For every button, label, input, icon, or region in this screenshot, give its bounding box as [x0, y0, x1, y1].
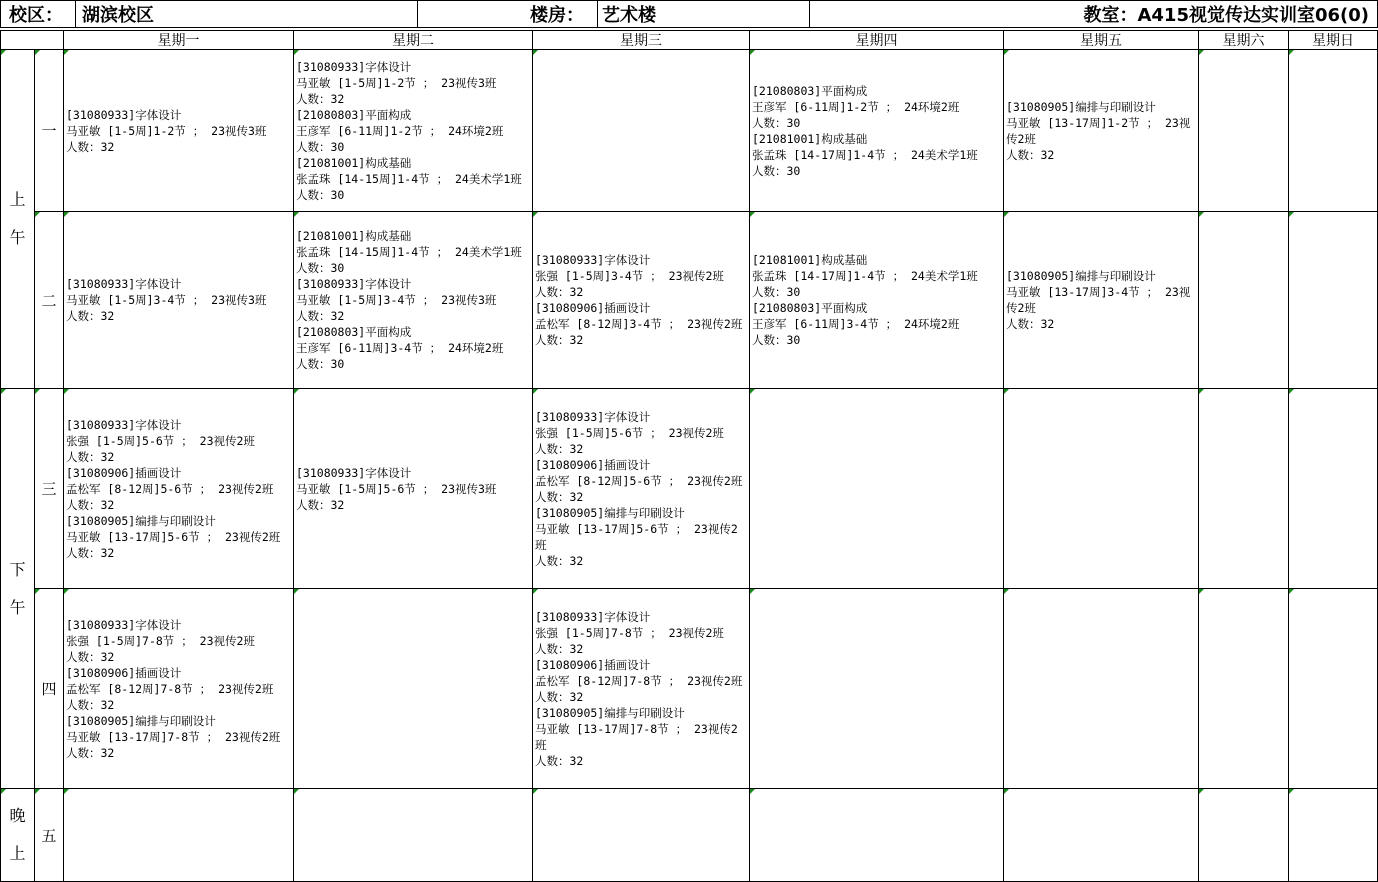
course-student-count: 人数：32 [296, 91, 345, 106]
course-teacher-schedule: 张强 [1-5周]3-4节 ； 23视传2班 [535, 269, 724, 283]
course-student-count: 人数：30 [752, 285, 801, 299]
cell-comment-marker [1289, 589, 1294, 594]
slot-p2-d2 [293, 212, 532, 389]
course-entry [296, 107, 530, 155]
cell-comment-marker [35, 50, 40, 55]
course-student-count: 人数：32 [535, 489, 584, 504]
cell-comment-marker [64, 389, 69, 394]
course-name: [31080906]插画设计 [66, 465, 182, 480]
course-entry [66, 513, 291, 561]
course-student-count: 人数：32 [66, 497, 115, 512]
cell-comment-marker [1289, 389, 1294, 394]
course-teacher-schedule: 马亚敏 [1-5周]5-6节 ； 23视传3班 [296, 481, 497, 496]
cell-comment-marker [533, 212, 538, 217]
course-entry [66, 665, 291, 713]
period-label-2: 二 [34, 212, 63, 389]
slot-p2-d1 [63, 212, 293, 389]
course-entry [66, 617, 291, 665]
period-label-1: 一 [34, 50, 63, 212]
course-student-count: 人数：32 [535, 333, 584, 347]
course-name: [21081001]构成基础 [296, 229, 412, 243]
slot-p1-d4 [749, 50, 1003, 212]
day-header-7: 星期日 [1288, 30, 1378, 50]
section-cell [0, 789, 34, 882]
slot-p5-d5 [1003, 789, 1198, 882]
slot-p1-d2 [293, 50, 532, 212]
course-name: [31080905]编排与印刷设计 [535, 505, 685, 520]
cell-comment-marker [35, 389, 40, 394]
day-header-4: 星期四 [749, 30, 1003, 50]
course-name: [31080933]字体设计 [296, 59, 412, 74]
cell-comment-marker [750, 389, 755, 394]
cell-comment-marker [35, 789, 40, 794]
course-student-count: 人数：32 [66, 449, 115, 464]
course-teacher-schedule: 张孟珠 [14-17周]1-4节 ； 24美术学1班 [752, 269, 978, 283]
timetable-grid [0, 30, 1378, 882]
cell-comment-marker [1199, 389, 1204, 394]
slot-p5-d6 [1198, 789, 1288, 882]
cell-comment-marker [1289, 50, 1294, 55]
cell-comment-marker [1199, 212, 1204, 217]
day-header-5: 星期五 [1003, 30, 1198, 50]
course-student-count: 人数：32 [535, 753, 584, 768]
cell-comment-marker [294, 212, 299, 217]
course-name: [21081001]构成基础 [752, 131, 868, 146]
course-entry [535, 300, 747, 348]
course-teacher-schedule: 王彦军 [6-11周]1-2节 ； 24环境2班 [752, 99, 960, 114]
course-teacher-schedule: 王彦军 [6-11周]1-2节 ； 24环境2班 [296, 123, 504, 138]
slot-p5-d4 [749, 789, 1003, 882]
slot-p4-d2 [293, 589, 532, 789]
course-teacher-schedule: 张孟珠 [14-17周]1-4节 ； 24美术学1班 [752, 147, 978, 162]
course-name: [31080905]编排与印刷设计 [66, 513, 216, 528]
cell-comment-marker [1004, 389, 1009, 394]
corner-cell [0, 30, 63, 50]
course-student-count: 人数：32 [1006, 317, 1055, 331]
course-teacher-schedule: 马亚敏 [13-17周]7-8节 ； 23视传2班 [535, 721, 738, 752]
course-student-count: 人数：30 [296, 139, 345, 154]
course-name: [31080905]编排与印刷设计 [1006, 99, 1156, 114]
cell-comment-marker [64, 50, 69, 55]
course-student-count: 人数：30 [296, 357, 345, 371]
course-student-count: 人数：30 [296, 261, 345, 275]
course-student-count: 人数：32 [66, 649, 115, 664]
slot-p2-d5 [1003, 212, 1198, 389]
course-teacher-schedule: 马亚敏 [1-5周]1-2节 ； 23视传3班 [296, 75, 497, 90]
course-name: [21080803]平面构成 [752, 301, 868, 315]
section-label-top: 晚 [9, 806, 26, 825]
course-name: [21081001]构成基础 [752, 253, 868, 267]
cell-comment-marker [1, 789, 6, 794]
cell-comment-marker [64, 212, 69, 217]
course-student-count: 人数：32 [66, 545, 115, 560]
slot-p1-d7 [1288, 50, 1378, 212]
course-teacher-schedule: 孟松军 [8-12周]5-6节 ； 23视传2班 [66, 481, 274, 496]
course-name: [31080933]字体设计 [535, 253, 651, 267]
course-teacher-schedule: 孟松军 [8-12周]7-8节 ； 23视传2班 [535, 673, 743, 688]
cell-comment-marker [750, 789, 755, 794]
course-name: [31080933]字体设计 [66, 107, 182, 122]
cell-comment-marker [64, 589, 69, 594]
building-value: 艺术楼 [597, 0, 809, 28]
course-teacher-schedule: 马亚敏 [1-5周]1-2节 ； 23视传3班 [66, 123, 267, 138]
course-teacher-schedule: 马亚敏 [13-17周]5-6节 ； 23视传2班 [535, 521, 738, 552]
slot-p4-d4 [749, 589, 1003, 789]
course-name: [21081001]构成基础 [296, 155, 412, 170]
course-teacher-schedule: 马亚敏 [13-17周]1-2节 ； 23视传2班 [1006, 115, 1191, 146]
course-student-count: 人数：32 [535, 441, 584, 456]
cell-comment-marker [750, 212, 755, 217]
course-entry [535, 252, 747, 300]
course-entry [296, 465, 530, 513]
course-name: [31080905]编排与印刷设计 [66, 713, 216, 728]
cell-comment-marker [1, 389, 6, 394]
cell-comment-marker [1004, 789, 1009, 794]
course-entry [535, 457, 747, 505]
section-cell [0, 50, 34, 389]
course-student-count: 人数：32 [66, 697, 115, 712]
slot-p5-d2 [293, 789, 532, 882]
course-teacher-schedule: 孟松军 [8-12周]3-4节 ； 23视传2班 [535, 317, 743, 331]
building-label: 楼房： [417, 0, 597, 28]
course-entry [296, 155, 530, 203]
section-cell [0, 389, 34, 789]
course-entry [752, 83, 1001, 131]
section-label-bottom: 午 [9, 228, 26, 247]
day-header-6: 星期六 [1198, 30, 1288, 50]
course-teacher-schedule: 马亚敏 [1-5周]3-4节 ； 23视传3班 [296, 293, 497, 307]
period-label-3: 三 [34, 389, 63, 589]
cell-comment-marker [1004, 50, 1009, 55]
section-label-top: 上 [9, 190, 26, 209]
slot-p1-d5 [1003, 50, 1198, 212]
cell-comment-marker [533, 789, 538, 794]
course-teacher-schedule: 孟松军 [8-12周]5-6节 ； 23视传2班 [535, 473, 743, 488]
course-student-count: 人数：32 [296, 309, 345, 323]
slot-p3-d6 [1198, 389, 1288, 589]
course-name: [31080906]插画设计 [535, 301, 651, 315]
course-teacher-schedule: 王彦军 [6-11周]3-4节 ； 24环境2班 [752, 317, 960, 331]
course-student-count: 人数：32 [535, 285, 584, 299]
course-entry [296, 276, 530, 324]
slot-p2-d7 [1288, 212, 1378, 389]
course-entry [1006, 99, 1196, 163]
course-teacher-schedule: 马亚敏 [13-17周]7-8节 ； 23视传2班 [66, 729, 281, 744]
campus-value: 湖滨校区 [75, 0, 417, 28]
cell-comment-marker [1199, 589, 1204, 594]
course-student-count: 人数：32 [66, 139, 115, 154]
course-name: [31080933]字体设计 [296, 465, 412, 480]
cell-comment-marker [1, 50, 6, 55]
slot-p4-d7 [1288, 589, 1378, 789]
course-student-count: 人数：32 [66, 309, 115, 323]
slot-p3-d1 [63, 389, 293, 589]
course-name: [31080906]插画设计 [535, 657, 651, 672]
cell-comment-marker [750, 589, 755, 594]
header-bar [0, 0, 1378, 30]
course-student-count: 人数：32 [66, 745, 115, 760]
course-student-count: 人数：30 [752, 333, 801, 347]
slot-p1-d3 [532, 50, 749, 212]
slot-p4-d5 [1003, 589, 1198, 789]
course-student-count: 人数：30 [752, 115, 801, 130]
course-entry [752, 252, 1001, 300]
course-name: [31080906]插画设计 [66, 665, 182, 680]
course-name: [31080906]插画设计 [535, 457, 651, 472]
course-entry [752, 300, 1001, 348]
course-teacher-schedule: 孟松军 [8-12周]7-8节 ； 23视传2班 [66, 681, 274, 696]
course-teacher-schedule: 马亚敏 [13-17周]5-6节 ； 23视传2班 [66, 529, 281, 544]
day-header-2: 星期二 [293, 30, 532, 50]
slot-p2-d6 [1198, 212, 1288, 389]
course-student-count: 人数：32 [535, 689, 584, 704]
course-entry [535, 609, 747, 657]
cell-comment-marker [294, 789, 299, 794]
course-entry [66, 465, 291, 513]
cell-comment-marker [1004, 212, 1009, 217]
course-teacher-schedule: 张孟珠 [14-15周]1-4节 ； 24美术学1班 [296, 245, 522, 259]
slot-p4-d1 [63, 589, 293, 789]
course-entry [535, 409, 747, 457]
course-student-count: 人数：32 [1006, 147, 1055, 162]
slot-p2-d3 [532, 212, 749, 389]
course-name: [31080933]字体设计 [535, 609, 651, 624]
course-teacher-schedule: 张强 [1-5周]5-6节 ； 23视传2班 [535, 425, 724, 440]
cell-comment-marker [1289, 789, 1294, 794]
slot-p1-d6 [1198, 50, 1288, 212]
course-name: [21080803]平面构成 [296, 107, 412, 122]
course-name: [31080933]字体设计 [66, 417, 182, 432]
slot-p3-d2 [293, 389, 532, 589]
course-student-count: 人数：32 [535, 641, 584, 656]
course-name: [31080905]编排与印刷设计 [535, 705, 685, 720]
course-entry [535, 657, 747, 705]
slot-p4-d3 [532, 589, 749, 789]
section-label-bottom: 上 [9, 844, 26, 863]
course-name: [21080803]平面构成 [752, 83, 868, 98]
slot-p3-d4 [749, 389, 1003, 589]
slot-p5-d1 [63, 789, 293, 882]
campus-label: 校区： [0, 0, 75, 28]
slot-p5-d3 [532, 789, 749, 882]
course-student-count: 人数：32 [296, 497, 345, 512]
period-label-5: 五 [34, 789, 63, 882]
course-entry [535, 505, 747, 569]
course-entry [296, 228, 530, 276]
cell-comment-marker [35, 589, 40, 594]
course-name: [31080933]字体设计 [296, 277, 412, 291]
course-entry [752, 131, 1001, 179]
course-entry [296, 59, 530, 107]
cell-comment-marker [294, 389, 299, 394]
cell-comment-marker [750, 50, 755, 55]
cell-comment-marker [1004, 589, 1009, 594]
course-entry [66, 107, 291, 155]
course-entry [66, 417, 291, 465]
course-entry [66, 713, 291, 761]
cell-comment-marker [35, 212, 40, 217]
course-teacher-schedule: 王彦军 [6-11周]3-4节 ； 24环境2班 [296, 341, 504, 355]
cell-comment-marker [533, 389, 538, 394]
course-student-count: 人数：30 [752, 163, 801, 178]
cell-comment-marker [64, 789, 69, 794]
section-label-top: 下 [9, 559, 26, 579]
classroom-title: 教室：A415视觉传达实训室06(0) [809, 0, 1378, 28]
course-name: [31080933]字体设计 [66, 617, 182, 632]
slot-p5-d7 [1288, 789, 1378, 882]
course-teacher-schedule: 张强 [1-5周]7-8节 ； 23视传2班 [66, 633, 255, 648]
slot-p3-d3 [532, 389, 749, 589]
course-teacher-schedule: 张强 [1-5周]5-6节 ； 23视传2班 [66, 433, 255, 448]
cell-comment-marker [1199, 789, 1204, 794]
course-teacher-schedule: 马亚敏 [1-5周]3-4节 ； 23视传3班 [66, 293, 267, 307]
course-entry [535, 705, 747, 769]
course-entry [1006, 268, 1196, 332]
cell-comment-marker [533, 50, 538, 55]
cell-comment-marker [1199, 50, 1204, 55]
course-entry [66, 276, 291, 324]
course-teacher-schedule: 马亚敏 [13-17周]3-4节 ； 23视传2班 [1006, 285, 1191, 315]
course-name: [31080933]字体设计 [66, 277, 182, 291]
course-teacher-schedule: 张强 [1-5周]7-8节 ； 23视传2班 [535, 625, 724, 640]
day-header-1: 星期一 [63, 30, 293, 50]
course-student-count: 人数：30 [296, 187, 345, 202]
course-name: [31080933]字体设计 [535, 409, 651, 424]
slot-p2-d4 [749, 212, 1003, 389]
cell-comment-marker [294, 589, 299, 594]
course-entry [296, 324, 530, 372]
course-name: [31080905]编排与印刷设计 [1006, 269, 1156, 283]
period-label-4: 四 [34, 589, 63, 789]
cell-comment-marker [1289, 212, 1294, 217]
section-label-bottom: 午 [9, 597, 26, 617]
slot-p3-d7 [1288, 389, 1378, 589]
cell-comment-marker [294, 50, 299, 55]
course-student-count: 人数：32 [535, 553, 584, 568]
cell-comment-marker [533, 589, 538, 594]
slot-p1-d1 [63, 50, 293, 212]
course-name: [21080803]平面构成 [296, 325, 412, 339]
course-teacher-schedule: 张孟珠 [14-15周]1-4节 ； 24美术学1班 [296, 171, 522, 186]
day-header-3: 星期三 [532, 30, 749, 50]
slot-p4-d6 [1198, 589, 1288, 789]
slot-p3-d5 [1003, 389, 1198, 589]
